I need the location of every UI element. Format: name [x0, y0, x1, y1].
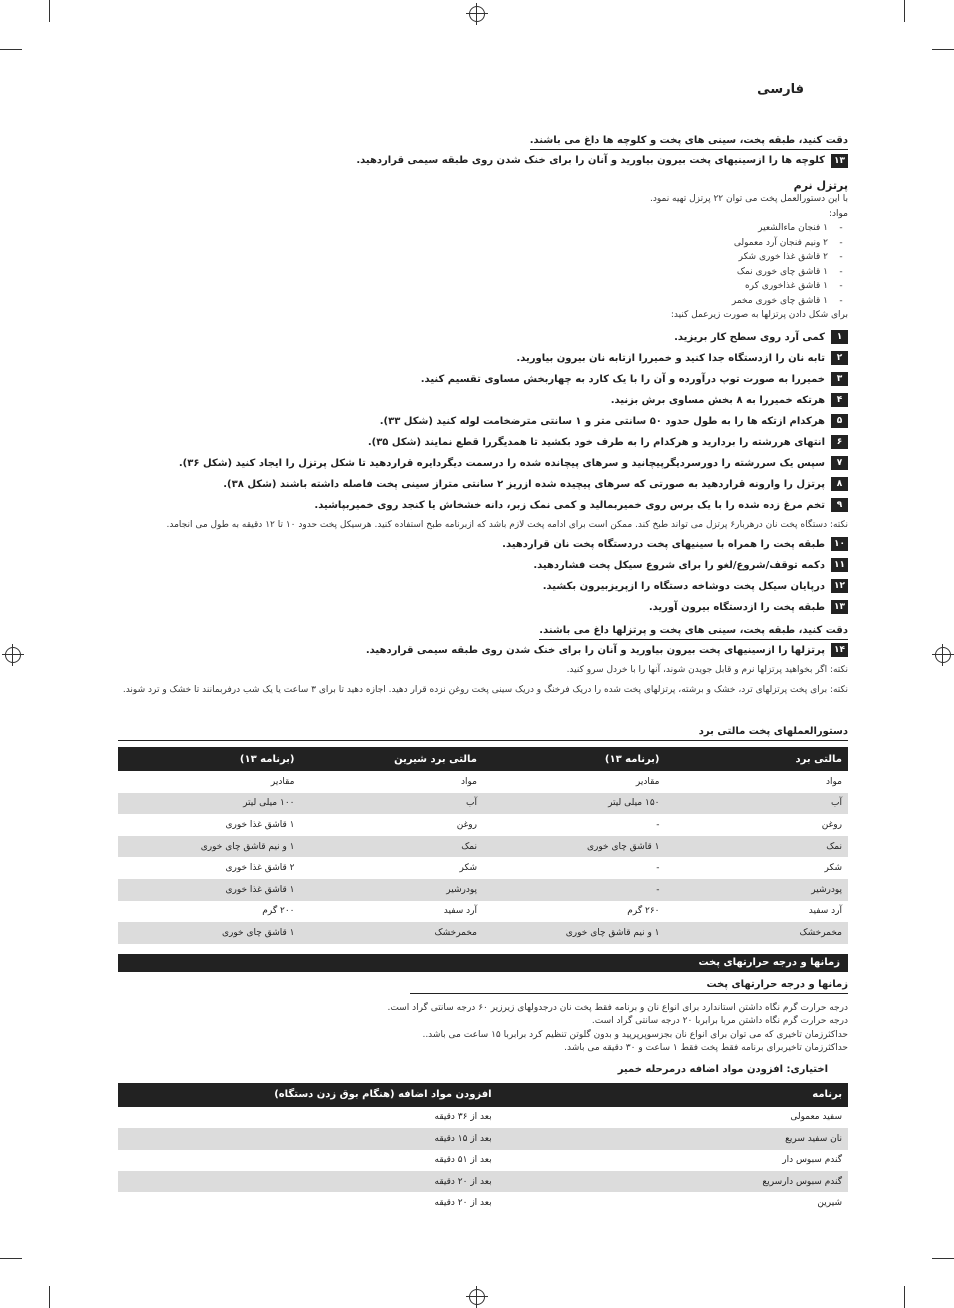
table-cell: روغن	[821, 819, 842, 830]
crop-mark	[904, 1286, 905, 1308]
bullet-dash: -	[839, 223, 843, 233]
step-row	[130, 390, 848, 411]
crop-mark	[0, 49, 22, 50]
note-1: نکته: دستگاه پخت نان درهربار۶ پرتزل می تواند طبخ کند. ممکن است برای ادامه پخت لازم باشد که ازبرنامه طبخ استفاده کنید. هرسیکل پخت حدود ۱۰ تا ۱۲ دقیقه به طول می انجامد.	[166, 519, 848, 530]
time-line: حداکثرزمان تاخیری که می توان برای انواع نان بجزسوپرپرپید و بدون گلوتن تنظیم کرد برابربا ۱۵ ساعت می باشد..	[422, 1029, 848, 1040]
shape-intro: برای شکل دادن پرتزلها به صورت زیرعمل کنید:	[670, 310, 848, 320]
table-row	[118, 793, 848, 815]
table-row	[118, 1192, 848, 1213]
recipes-title: دستورالعملهای پخت مالتی برد	[118, 726, 848, 741]
ingredient-item	[130, 250, 848, 265]
time-line: درجه حرارت گرم نگاه داشتن استاندارد برای انواع نان و برنامه فقط پخت نان درجدولهای زیرزیر ۶۰ درجه سانتی گراد است.	[387, 1002, 848, 1013]
table-row	[118, 879, 848, 901]
table-row	[118, 1171, 848, 1192]
step-number: ۱۱	[831, 558, 848, 572]
table-cell: ۱ قاشق چای خوری	[118, 922, 301, 944]
table-header: (برنامه ۱۳)	[118, 747, 301, 771]
crop-mark	[0, 1258, 22, 1259]
crop-mark	[932, 1258, 954, 1259]
step-text: پرتزل را وارونه قراردهید به صورتی که سرهای پیچیده شده ازریز ۲ سانتی متراز سینی پخت فاصله داشته باشند (شکل ۳۸).	[223, 478, 825, 490]
step-number: ۶	[831, 435, 848, 449]
step-text: درپایان سیکل پخت دوشاخه دستگاه را ازپریزبیرون بکشید.	[542, 580, 825, 592]
language-label: فارسی	[757, 82, 804, 97]
step-text: تخم مرغ زده شده را با یک برس روی خمیربمالید و کمی نمک زبر، دانه خشخاش یا کنجد روی خمیربپاشید.	[314, 499, 825, 511]
document-body	[122, 128, 848, 697]
step-text: طبقه پخت را همراه با سینیهای پخت دردستگاه پخت نان قراردهید.	[502, 538, 825, 550]
step-row	[130, 432, 848, 453]
ingredient-item	[130, 236, 848, 251]
table-cell: نان سفید سریع	[498, 1128, 848, 1149]
recipes-section	[118, 726, 848, 1214]
table-row	[118, 814, 848, 836]
registration-mark-icon	[5, 647, 21, 663]
table-row	[118, 857, 848, 879]
table-cell: نمک	[666, 836, 849, 858]
table-cell: ۲۰۰ گرم	[262, 906, 295, 917]
note-2: نکته: اگر بخواهید پرتزلها نرم و قابل جویدن شوند، آنها را با خردل سرو کنید.	[566, 664, 848, 675]
ingredient-text: ۱ قاشق چای خوری نمک	[736, 266, 828, 277]
table-cell: مقادیر	[270, 776, 295, 787]
table-cell: گندم سبوس دار	[782, 1155, 842, 1166]
table-cell: روغن	[456, 819, 477, 830]
ingredient-text: ۱ فنجان ماءالشعیر	[758, 223, 828, 233]
table-header: برنامه	[498, 1083, 848, 1107]
table-cell: مخمرخشک	[301, 922, 484, 944]
registration-mark-icon	[469, 1289, 485, 1305]
table-cell: مواد	[826, 776, 842, 787]
table-header: مالتی برد	[666, 747, 849, 771]
step-text: انتهای هررشته را بردارید و هرکدام را به طرف خود بکشید تا همدیگررا قطع نمایند (شکل ۳۵).	[367, 436, 825, 448]
intro-step	[130, 150, 848, 171]
table-cell: نمک	[301, 836, 484, 858]
table-cell: بعد از ۵۱ دقیقه	[434, 1155, 492, 1166]
step-row	[130, 348, 848, 369]
step-number: ۱۴	[831, 643, 848, 657]
table-cell: مواد	[461, 776, 477, 787]
step-text: پرتزلها را ازسینیهای پخت بیرون بیاورید و آنان را برای خنک شدن روی طبقه سیمی قراردهید.	[365, 644, 825, 656]
times-bar: زمانها و درجه حرارتهای پخت	[118, 954, 848, 972]
step-row	[130, 411, 848, 432]
table-row	[118, 836, 848, 858]
ingredient-text: ۲ ونیم فنجان آرد معمولی	[733, 237, 828, 248]
step-number: ۴	[831, 393, 848, 407]
ingredient-item	[130, 294, 848, 309]
ingredient-item	[130, 265, 848, 280]
step-number: ۵	[831, 414, 848, 428]
table-row	[118, 771, 848, 793]
crop-mark	[49, 1286, 50, 1308]
registration-mark-icon	[469, 6, 485, 22]
table-header: مالتی برد شیرین	[301, 747, 484, 771]
final-step	[130, 640, 848, 661]
step-row	[130, 369, 848, 390]
crop-mark	[904, 0, 905, 22]
table-cell: آرد سفید	[443, 906, 477, 917]
times-lines	[118, 1002, 848, 1056]
step-text: هرتکه خمیررا به ۸ بخش مساوی برش بزنید.	[610, 394, 825, 406]
optional-title: اختیاری: افزودن مواد اضافه درمرحله خمیر	[617, 1063, 828, 1075]
table-cell: -	[656, 863, 660, 874]
step-row	[130, 474, 848, 495]
table-header: افزودن مواد اضافه (هنگام بوق زدن دستگاه)	[118, 1083, 498, 1107]
table-cell: بعد از ۳۶ دقیقه	[434, 1112, 492, 1123]
step-number: ۲	[831, 351, 848, 365]
step-text: کمی آرد روی سطح کار بریزید.	[674, 331, 825, 343]
table-cell: گندم سبوس دارسریع	[498, 1171, 848, 1192]
ingredient-item	[130, 279, 848, 294]
table-cell: ۱ و نیم قاشق چای خوری	[483, 922, 666, 944]
warning-2: دقت کنید، طبقه پخت، سینی های پخت و پرتزلها داغ می باشند.	[130, 618, 848, 640]
table-row	[118, 922, 848, 944]
table-row	[118, 1107, 848, 1128]
bullet-dash: -	[839, 295, 843, 306]
table-header: (برنامه ۱۳)	[483, 747, 666, 771]
step-number: ۱۰	[831, 537, 848, 551]
step-row	[130, 453, 848, 474]
table-cell: شکر	[459, 863, 477, 874]
table-cell: ۲ قاشق غذا خوری	[225, 863, 295, 874]
step-row	[130, 576, 848, 597]
crop-mark	[932, 49, 954, 50]
multibread-table	[118, 747, 848, 944]
table-row	[118, 1128, 848, 1149]
table-cell: ۱ قاشق غذا خوری	[118, 879, 301, 901]
crop-mark	[49, 0, 50, 22]
step-number: ۱۲	[831, 579, 848, 593]
table-row	[118, 1150, 848, 1171]
step-row	[130, 597, 848, 618]
table-cell: ۱۰۰ میلی لیتر	[118, 793, 301, 815]
ingredient-text: ۱ قاشق چای خوری مخمر	[731, 295, 828, 306]
table-cell: ۱۵۰ میلی لیتر	[483, 793, 666, 815]
materials-label: مواد:	[828, 208, 848, 219]
table-cell: بعد از ۲۰ دقیقه	[434, 1198, 492, 1208]
time-line: درجه حرارت گرم نگاه داشتن مربا برابربا ۲۰ درجه سانتی گراد است.	[591, 1016, 848, 1027]
pretzel-steps-2	[130, 534, 848, 618]
step-row	[130, 555, 848, 576]
ingredient-text: ۱ قاشق غذاخوری کره	[744, 281, 828, 291]
times-subtitle: زمانها و درجه حرارتهای پخت	[410, 979, 848, 994]
bullet-dash: -	[839, 266, 843, 277]
table-cell: شیرین	[817, 1198, 842, 1208]
step-number: ۸	[831, 477, 848, 491]
registration-mark-icon	[935, 647, 951, 663]
bullet-dash: -	[839, 237, 843, 248]
step-text: طبقه پخت را ازدستگاه بیرون آورید.	[648, 601, 825, 613]
table-cell: سفید معمولی	[790, 1112, 842, 1123]
table-cell: مقادیر	[635, 776, 660, 787]
table-cell: ۱ و نیم قاشق چای خوری	[118, 836, 301, 858]
time-line: حداکثرزمان تاخیربرای برنامه فقط پخت فقط ۱ ساعت و ۳۰ دقیقه می باشد.	[564, 1043, 848, 1054]
step-row	[130, 495, 848, 516]
pretzel-intro: با این دستورالعمل پخت می توان ۲۲ پرتزل تهیه نمود.	[649, 194, 848, 204]
step-text: خمیررا به صورت توپ درآورده و آن را با یک کارد به چهاربخش مساوی تقسیم کنید.	[420, 373, 825, 385]
table-row	[118, 901, 848, 923]
intro-warning: دقت کنید، طبقه پخت، سینی های پخت و کلوچه ها داغ می باشند.	[130, 128, 848, 150]
step-text: تابه نان را ازدستگاه جدا کنید و خمیررا ازتابه نان بیرون بیاورید.	[516, 352, 825, 364]
step-row	[130, 534, 848, 555]
table-cell: ۲۶۰ گرم	[627, 906, 660, 917]
extras-table	[118, 1083, 848, 1214]
bullet-dash: -	[839, 252, 843, 262]
table-cell: پودرشیر	[666, 879, 849, 901]
table-cell: پودرشیر	[301, 879, 484, 901]
bullet-dash: -	[839, 281, 843, 291]
pretzel-title: پرتزل نرم	[793, 179, 848, 192]
step-text: کلوچه ها را ازسینیهای پخت بیرون بیاورید و آنان را برای خنک شدن روی طبقه سیمی قراردهید.	[356, 155, 825, 166]
table-cell: آب	[301, 793, 484, 815]
step-text: دکمه توقف/شروع/لغو را برای شروع سیکل پخت فشاردهید.	[533, 559, 825, 571]
step-number: ۷	[831, 456, 848, 470]
step-number: ۳	[831, 372, 848, 386]
ingredient-text: ۲ قاشق غذا خوری شکر	[738, 252, 828, 262]
step-text: سپس یک سررشته را دورسردیگرپیچانید و سرهای پیچانده شده را درسمت دیگردایره قراردهید تا شکل پرتزل را ایجاد کنید (شکل ۳۶).	[178, 457, 825, 469]
ingredient-item	[130, 221, 848, 236]
step-row	[130, 327, 848, 348]
table-cell: -	[656, 819, 660, 830]
table-cell: آرد سفید	[808, 906, 842, 917]
table-cell: شکر	[824, 863, 842, 874]
step-number: ۹	[831, 498, 848, 512]
table-cell: بعد از ۲۰ دقیقه	[118, 1171, 498, 1192]
note-3: نکته: برای پخت پرتزلهای ترد، خشک و برشته، پرتزلهای پخت شده را دریک فرخنگ و دریک سینی پخت روغن نزده قرار دهید. اجازه دهید تا برای ۳ ساعت یا یک شب درفربمانند تا خشک و ترد شوند.	[122, 684, 848, 695]
step-number: ۱	[831, 330, 848, 344]
step-text: هرکدام ازتکه ها را به طول حدود ۵۰ سانتی متر و ۱ سانتی مترضخامت لوله کنید (شکل ۳۳).	[379, 415, 825, 427]
table-cell: مخمرخشک	[666, 922, 849, 944]
table-cell: -	[483, 879, 666, 901]
table-cell: آب	[666, 793, 849, 815]
pretzel-steps	[130, 327, 848, 516]
table-cell: ۱ قاشق غذا خوری	[225, 819, 295, 830]
table-cell: ۱ قاشق چای خوری	[483, 836, 666, 858]
step-number: ۱۳	[831, 600, 848, 614]
step-number: ۱۳	[831, 154, 848, 168]
ingredient-list	[130, 221, 848, 308]
table-cell: بعد از ۱۵ دقیقه	[118, 1128, 498, 1149]
